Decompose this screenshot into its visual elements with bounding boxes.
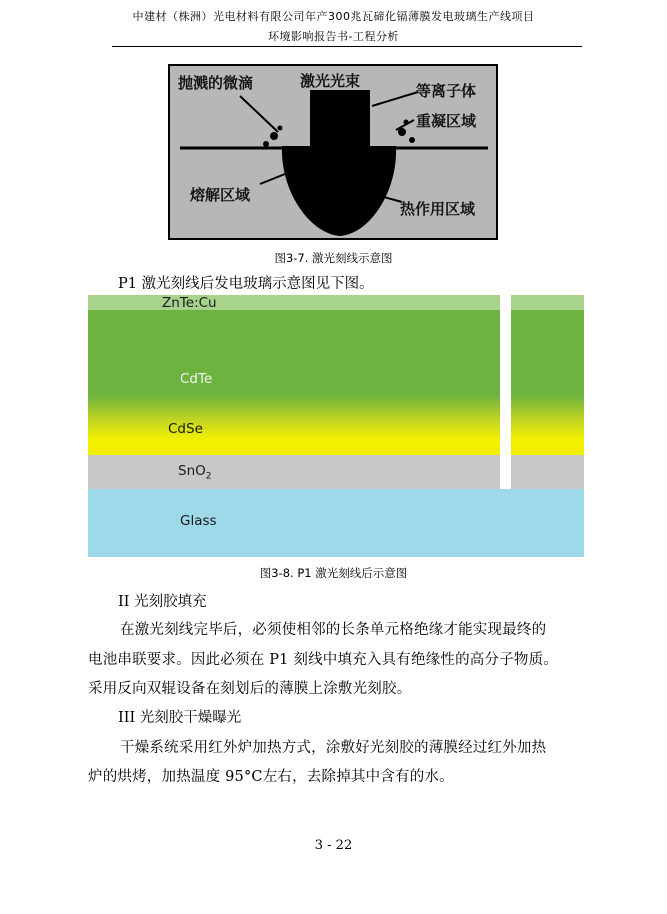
- label-sno2-subscript: 2: [205, 471, 212, 482]
- droplet: [385, 155, 391, 161]
- section-3-line-1: 干燥系统采用红外炉加热方式，涂敷好光刻胶的薄膜经过红外加热: [120, 740, 547, 756]
- droplet: [270, 132, 278, 140]
- p1-scribe-gap: [500, 295, 511, 489]
- label-melt-zone: 熔解区域: [190, 186, 251, 204]
- label-cdse: CdSe: [168, 421, 203, 437]
- section-3-line-2: 炉的烘烤，加热温度 95°C左右，去除掉其中含有的水。: [88, 769, 454, 785]
- label-sno2: [178, 463, 212, 482]
- label-cdte: CdTe: [180, 371, 213, 387]
- document-header-subtitle: 环境影响报告书-工程分析: [268, 30, 399, 43]
- label-laser-beam: 激光光束: [300, 72, 361, 90]
- droplet: [278, 126, 283, 131]
- arrow-melt: [260, 172, 290, 184]
- label-heat-affected-zone: 热作用区域: [400, 200, 476, 218]
- section-3-heading: III 光刻胶干燥曝光: [118, 710, 242, 726]
- arrow-spatter: [240, 96, 278, 132]
- melt-crater-shape: [282, 146, 396, 236]
- intro-paragraph: P1 激光刻线后发电玻璃示意图见下图。: [118, 276, 374, 292]
- section-2-heading: II 光刻胶填充: [118, 594, 207, 610]
- layer-glass: [88, 489, 584, 557]
- droplet: [263, 141, 269, 147]
- figure-3-7-caption: 图3-7. 激光刻线示意图: [274, 251, 393, 265]
- droplet: [287, 155, 293, 161]
- section-2-line-3: 采用反向双辊设备在刻划后的薄膜上涂敷光刻胶。: [88, 681, 412, 697]
- droplet: [409, 137, 415, 143]
- section-2-line-2: 电池串联要求。因此必须在 P1 刻线中填充入具有绝缘性的高分子物质。: [88, 652, 558, 668]
- label-zntecu: ZnTe:Cu: [162, 295, 217, 311]
- figure-3-8-caption: 图3-8. P1 激光刻线后示意图: [259, 566, 408, 580]
- section-2-line-1: 在激光刻线完毕后，必须使相邻的长条单元格绝缘才能实现最终的: [120, 622, 547, 638]
- label-recondense-zone: 重凝区域: [416, 112, 477, 130]
- label-spatter-droplets: 抛溅的微滴: [178, 74, 254, 92]
- label-glass: Glass: [180, 513, 217, 529]
- label-sno2-main: SnO: [178, 463, 206, 479]
- document-header-title: 中建材（株洲）光电材料有限公司年产300兆瓦碲化镉薄膜发电玻璃生产线项目: [132, 10, 535, 23]
- header-divider: [112, 46, 582, 47]
- page-number: 3 - 22: [314, 838, 353, 853]
- arrow-plasma: [372, 92, 418, 106]
- laser-scribing-figure: [168, 64, 498, 240]
- p1-layer-stack-figure: [88, 295, 584, 557]
- laser-beam-shape: [310, 90, 370, 150]
- label-plasma: 等离子体: [416, 82, 477, 100]
